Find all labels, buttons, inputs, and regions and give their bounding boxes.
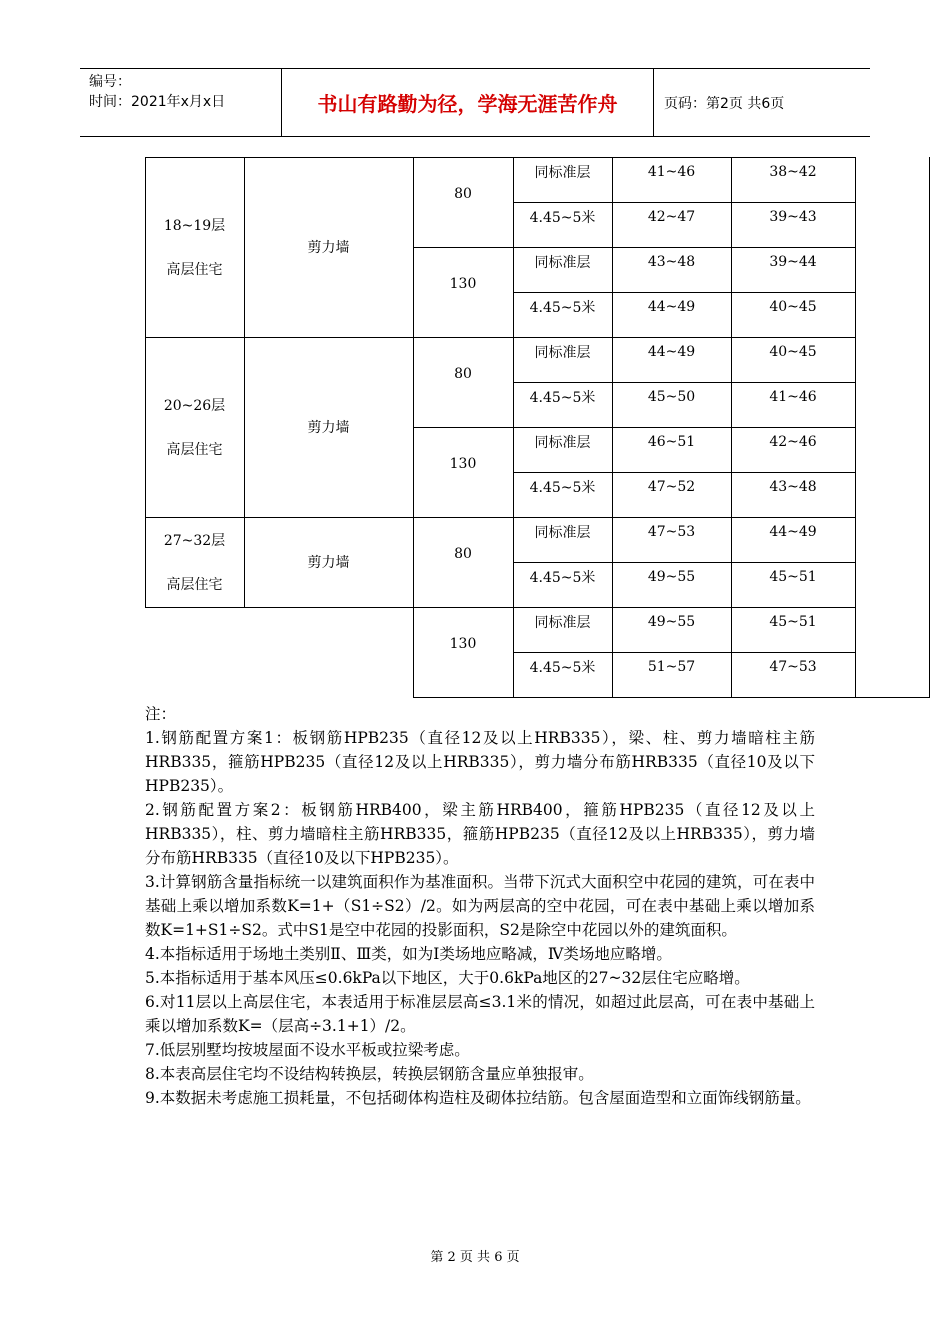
table-vline xyxy=(413,157,414,698)
floor-height-cell: 4.45~5米 xyxy=(529,480,596,496)
table-hline xyxy=(145,157,856,158)
table-hline xyxy=(413,247,856,248)
number-label: 编号： xyxy=(89,74,131,90)
note-item: 2.钢筋配置方案2：板钢筋HRB400，梁主筋HRB400，箍筋HPB235（直径12及以上HRB335），柱、剪力墙暗柱主筋HRB335，箍筋HPB235（直径12及以上HRB335），剪力墙分布筋HRB335（直径10及以下HPB235）。 xyxy=(145,801,815,867)
value-cell: 42~46 xyxy=(769,434,817,450)
time-label: 时间：2021年x月x日 xyxy=(89,94,226,110)
note-item: 9.本数据未考虑施工损耗量，不包括砌体构造柱及砌体拉结筋。包含屋面造型和立面饰线钢筋量。 xyxy=(145,1089,811,1107)
floor-height-cell: 4.45~5米 xyxy=(529,660,596,676)
header-page-label: 页码：第2页 共6页 xyxy=(664,95,785,112)
value-cell: 46~51 xyxy=(647,434,696,450)
value-cell: 47~53 xyxy=(769,659,817,675)
table-vline xyxy=(855,157,856,698)
table-hline xyxy=(413,427,856,428)
note-item: 8.本表高层住宅均不设结构转换层，转换层钢筋含量应单独报审。 xyxy=(145,1065,594,1083)
value-cell: 51~57 xyxy=(647,659,696,675)
value-cell: 44~49 xyxy=(647,299,696,315)
table-hline xyxy=(513,202,856,203)
page-footer: 第 2 页 共 6 页 xyxy=(430,1250,520,1265)
value-cell: 38~42 xyxy=(769,164,817,180)
building-type-label: 高层住宅 xyxy=(166,442,223,458)
table-vline xyxy=(612,157,613,698)
floor-height-cell: 同标准层 xyxy=(534,435,591,451)
table-hline xyxy=(513,292,856,293)
slab-thickness-cell: 80 xyxy=(454,366,472,382)
value-cell: 49~55 xyxy=(647,614,696,630)
table-hline xyxy=(145,517,856,518)
value-cell: 40~45 xyxy=(769,299,817,315)
building-type-label: 高层住宅 xyxy=(166,262,223,278)
notes-list xyxy=(145,726,815,1110)
floor-height-cell: 同标准层 xyxy=(534,165,591,181)
table-hline xyxy=(413,697,930,698)
floor-height-cell: 同标准层 xyxy=(534,615,591,631)
value-cell: 47~53 xyxy=(647,524,696,540)
table-hline xyxy=(513,652,856,653)
floors-label: 20~26层 xyxy=(163,398,226,414)
slab-thickness-cell: 130 xyxy=(449,636,477,652)
value-cell: 49~55 xyxy=(647,569,696,585)
table-hline xyxy=(513,472,856,473)
structure-label: 剪力墙 xyxy=(307,555,350,571)
notes-section xyxy=(145,702,815,1110)
value-cell: 39~43 xyxy=(769,209,817,225)
table-hline xyxy=(513,562,856,563)
value-cell: 39~44 xyxy=(769,254,817,270)
note-item: 7.低层别墅均按坡屋面不设水平板或拉梁考虑。 xyxy=(145,1041,470,1059)
floor-height-cell: 同标准层 xyxy=(534,525,591,541)
floor-height-cell: 4.45~5米 xyxy=(529,390,596,406)
floor-height-cell: 4.45~5米 xyxy=(529,210,596,226)
value-cell: 43~48 xyxy=(769,479,817,495)
value-cell: 40~45 xyxy=(769,344,817,360)
floors-label: 18~19层 xyxy=(163,218,226,234)
structure-label: 剪力墙 xyxy=(307,240,350,256)
value-cell: 45~51 xyxy=(769,569,817,585)
value-cell: 47~52 xyxy=(647,479,696,495)
value-cell: 41~46 xyxy=(647,164,696,180)
note-item: 3.计算钢筋含量指标统一以建筑面积作为基准面积。当带下沉式大面积空中花园的建筑，可在表中基础上乘以增加系数K=1+（S1÷S2）/2。如为两层高的空中花园，可在表中基础上乘以增加系数K=1+S1÷S2。式中S1是空中花园的投影面积，S2是除空中花园以外的建筑面积。 xyxy=(145,873,815,939)
floors-label: 27~32层 xyxy=(163,533,226,549)
table-vline xyxy=(244,157,245,607)
slab-thickness-cell: 80 xyxy=(454,546,472,562)
floor-height-cell: 4.45~5米 xyxy=(529,570,596,586)
table-vline xyxy=(731,157,732,698)
table-vline xyxy=(929,157,930,698)
slab-thickness-cell: 130 xyxy=(449,456,477,472)
notes-title: 注： xyxy=(145,705,177,723)
table-vline xyxy=(513,157,514,698)
floor-height-cell: 同标准层 xyxy=(534,345,591,361)
value-cell: 42~47 xyxy=(647,209,696,225)
note-item: 1.钢筋配置方案1：板钢筋HPB235（直径12及以上HRB335），梁、柱、剪力墙暗柱主筋HRB335，箍筋HPB235（直径12及以上HRB335），剪力墙分布筋HRB335（直径10及以下HPB235）。 xyxy=(145,729,815,795)
note-item: 6.对11层以上高层住宅，本表适用于标准层层高≤3.1米的情况，如超过此层高，可在表中基础上乘以增加系数K=（层高÷3.1+1）/2。 xyxy=(145,993,815,1035)
slab-thickness-cell: 130 xyxy=(449,276,477,292)
building-type-label: 高层住宅 xyxy=(166,577,223,593)
value-cell: 43~48 xyxy=(647,254,696,270)
floor-height-cell: 同标准层 xyxy=(534,255,591,271)
value-cell: 44~49 xyxy=(769,524,817,540)
structure-label: 剪力墙 xyxy=(307,420,350,436)
slab-thickness-cell: 80 xyxy=(454,186,472,202)
value-cell: 45~50 xyxy=(647,389,696,405)
table-hline xyxy=(145,607,856,608)
table-hline xyxy=(513,382,856,383)
table-hline xyxy=(145,337,856,338)
note-item: 4.本指标适用于场地土类别Ⅱ、Ⅲ类，如为Ⅰ类场地应略减，Ⅳ类场地应略增。 xyxy=(145,945,672,963)
value-cell: 41~46 xyxy=(769,389,817,405)
floor-height-cell: 4.45~5米 xyxy=(529,300,596,316)
table-vline xyxy=(145,157,146,607)
value-cell: 45~51 xyxy=(769,614,817,630)
note-item: 5.本指标适用于基本风压≤0.6kPa以下地区，大于0.6kPa地区的27~32层住宅应略增。 xyxy=(145,969,750,987)
value-cell: 44~49 xyxy=(647,344,696,360)
header-motto: 书山有路勤为径，学海无涯苦作舟 xyxy=(317,92,618,116)
